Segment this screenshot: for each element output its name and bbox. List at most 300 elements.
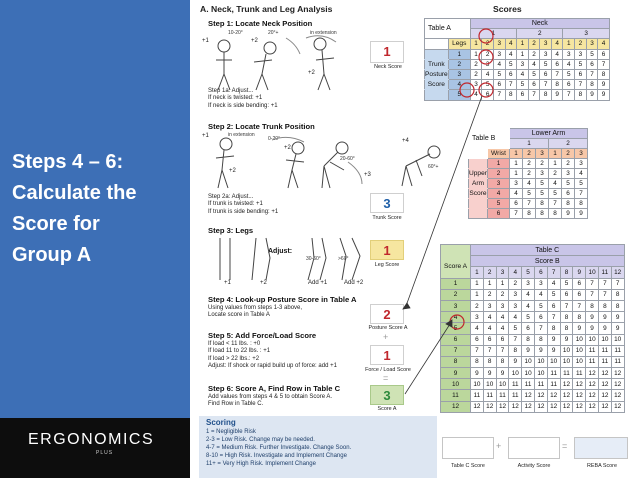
table-b-row-key: 3: [487, 179, 509, 189]
table-a-cell: 4: [482, 69, 494, 79]
table-a-cell: 9: [551, 90, 563, 100]
table-b-cell: 4: [574, 169, 587, 179]
leg-score-plus1: +1: [224, 280, 231, 286]
table-c-cell: 10: [471, 379, 484, 390]
step5-text: If load < 11 lbs. : +0 If load 11 to 22 lbs. : +1 If load > 22 lbs.: +2 Adjust: If shock or rapid build up of force: add +1: [208, 341, 337, 370]
table-a-cell: 3: [482, 59, 494, 69]
table-c-cell: 11: [547, 379, 560, 390]
logo-subtext: PLUS: [96, 450, 114, 456]
table-c-row-key: 12: [441, 401, 471, 412]
table-c-cell: 4: [534, 289, 547, 300]
table-c-cell: 11: [509, 379, 522, 390]
table-c-cell: 8: [483, 356, 496, 367]
table-c-cell: 2: [471, 300, 484, 311]
table-c-cell: 9: [522, 345, 535, 356]
table-c-score-b-cell: 7: [547, 267, 560, 278]
table-c-score-b-cell: 5: [522, 267, 535, 278]
table-b-cell: 8: [574, 199, 587, 209]
table-b-cell: 8: [522, 209, 535, 219]
table-b-cell: 2: [522, 159, 535, 169]
table-a-legs-cell: 4: [598, 39, 610, 49]
table-c-cell: 10: [586, 334, 599, 345]
table-b-cell: 9: [574, 209, 587, 219]
table-c-cell: 5: [534, 300, 547, 311]
table-c-cell: 8: [471, 356, 484, 367]
table-b-wrist-cell: 1: [509, 149, 522, 159]
table-c-cell: 8: [560, 323, 573, 334]
table-c-cell: 5: [547, 289, 560, 300]
table-a-cell: 2: [528, 49, 540, 59]
table-c-cell: 11: [483, 390, 496, 401]
table-a-legs-cell: 1: [563, 39, 575, 49]
trunk-score-label: Trunk Score: [372, 215, 402, 221]
trunk-score-plus2a: +2: [284, 145, 291, 151]
trunk-score-plus4: +4: [402, 138, 409, 144]
table-b-cell: 2: [522, 169, 535, 179]
table-a-cell: 4: [505, 49, 517, 59]
table-b-cell: 5: [561, 179, 574, 189]
table-a-title: Table A: [425, 19, 471, 39]
table-a-cell: 3: [575, 49, 587, 59]
highlight-overlay: [190, 0, 638, 478]
table-c-score-b-cell: 9: [573, 267, 586, 278]
score-a-box[interactable]: 3: [370, 385, 404, 405]
table-c-cell: 9: [611, 323, 624, 334]
step2-adjust: Step 2a: Adjust... If trunk is twisted: +1 If trunk is side bending: +1: [208, 194, 279, 215]
table-c-cell: 9: [598, 323, 611, 334]
table-c-cell: 9: [547, 334, 560, 345]
table-c-cell: 10: [496, 379, 509, 390]
table-c-score-b-cell: 8: [560, 267, 573, 278]
scoring-line-4: 8-10 = High Risk. Investigate and Implement Change: [206, 453, 347, 459]
table-c-cell: 12: [586, 390, 599, 401]
table-a-cell: 9: [598, 80, 610, 90]
table-c-cell: 10: [598, 334, 611, 345]
table-b-cell: 7: [509, 209, 522, 219]
trunk-angle-4: 60°+: [428, 164, 439, 170]
circle-cell-2: [479, 83, 493, 97]
table-c-cell: 4: [483, 323, 496, 334]
table-c-cell: 5: [509, 323, 522, 334]
table-a-row-key: 2: [448, 59, 470, 69]
table-a-legs-cell: 1: [470, 39, 482, 49]
table-a-cell: 3: [470, 80, 482, 90]
table-a-cell: 3: [563, 49, 575, 59]
table-a-cell: 5: [540, 59, 552, 69]
table-b-cell: 5: [548, 189, 561, 199]
table-c-cell: 11: [547, 368, 560, 379]
table-a-cell: 5: [505, 59, 517, 69]
table-c-cell: 7: [534, 323, 547, 334]
table-c-cell: 10: [573, 356, 586, 367]
table-c-cell: 6: [560, 289, 573, 300]
table-c-cell: 4: [509, 312, 522, 323]
table-c-row-key: 5: [441, 323, 471, 334]
table-c-cell: 10: [573, 334, 586, 345]
table-a-cell: 4: [551, 49, 563, 59]
table-c-row-key: 4: [441, 312, 471, 323]
table-c-cell: 7: [598, 278, 611, 289]
table-c-cell: 8: [573, 312, 586, 323]
table-a-cell: 1: [517, 49, 529, 59]
table-a-row-key-circled: 3: [448, 69, 470, 79]
table-a-cell: 8: [586, 80, 598, 90]
table-c-cell: 10: [522, 368, 535, 379]
table-c-cell: 1: [496, 278, 509, 289]
table-c-cell: 1: [483, 278, 496, 289]
table-b-cell: 5: [535, 179, 548, 189]
table-a-cell: 3: [517, 59, 529, 69]
table-c-cell: 4: [496, 323, 509, 334]
table-c-cell: 2: [496, 289, 509, 300]
table-c-score-b-cell: 12: [611, 267, 624, 278]
arrow-score-a-to-table-c: [405, 324, 450, 394]
circle-legs-1: [479, 50, 493, 64]
table-c-score-b-label: Score B: [471, 256, 625, 267]
table-c-row-key: 10: [441, 379, 471, 390]
reba-score-label: REBA Score: [587, 463, 617, 469]
scores-title: Scores: [493, 4, 522, 14]
table-c-score-box[interactable]: [442, 437, 494, 459]
table-c-cell: 4: [483, 312, 496, 323]
table-a-row-label-1: Trunk: [425, 59, 449, 69]
table-c-cell: 12: [573, 390, 586, 401]
table-c-cell: 12: [598, 390, 611, 401]
table-c-cell: 1: [471, 278, 484, 289]
table-b-cell: 2: [548, 169, 561, 179]
posture-score-a-label: Posture Score A: [368, 325, 408, 331]
table-a-legs-cell: 3: [493, 39, 505, 49]
table-a-cell: 8: [598, 69, 610, 79]
table-c-cell: 12: [573, 379, 586, 390]
reba-worksheet: [190, 0, 638, 478]
table-c-score-b-cell: 1: [471, 267, 484, 278]
table-c-cell: 3: [483, 300, 496, 311]
table-c-cell: 8: [547, 323, 560, 334]
table-b-cell: 5: [574, 179, 587, 189]
table-c-cell: 12: [496, 401, 509, 412]
table-a-cell: 7: [493, 90, 505, 100]
table-b-cell: 2: [535, 159, 548, 169]
section-title: A. Neck, Trunk and Leg Analysis: [200, 4, 333, 14]
table-c-cell: 11: [509, 390, 522, 401]
table-c-cell: 12: [534, 401, 547, 412]
table-c-cell: 10: [611, 334, 624, 345]
leg-score-label: Leg Score: [374, 262, 400, 268]
table-c-cell: 12: [598, 401, 611, 412]
table-a-legs-cell: 4: [551, 39, 563, 49]
table-a-row-label-2: Posture: [425, 71, 448, 79]
circle-neck-1: [479, 29, 493, 43]
table-c-cell: 4: [522, 300, 535, 311]
table-c-cell: 9: [573, 323, 586, 334]
step1-title: Step 1: Locate Neck Position: [208, 19, 313, 28]
table-b-row-label-1: Upper: [469, 170, 487, 177]
table-c-cell: 8: [522, 334, 535, 345]
table-c-score-b-cell: 10: [586, 267, 599, 278]
table-c-cell: 9: [560, 334, 573, 345]
table-c-cell: 7: [586, 278, 599, 289]
table-c-cell: 9: [611, 312, 624, 323]
posture-score-a-box[interactable]: 2: [370, 304, 404, 324]
legs-adjust-label: Adjust:: [268, 248, 293, 255]
table-b-cell: 3: [561, 169, 574, 179]
leg-add-2: Add +2: [344, 280, 364, 286]
table-b-lower-arm-1: 1: [509, 139, 548, 149]
trunk-score-plus3: +3: [364, 172, 371, 178]
slide-title: Steps 4 – 6: Calculate the Score for Group A: [12, 151, 137, 266]
table-c-cell: 6: [471, 334, 484, 345]
trunk-score-box[interactable]: 3: [370, 193, 404, 213]
table-c-cell: 6: [573, 278, 586, 289]
table-c-cell: 12: [611, 390, 624, 401]
neck-score-plus2b: +2: [308, 70, 315, 76]
table-a-cell: 5: [493, 69, 505, 79]
table-a-cell: 9: [598, 90, 610, 100]
table-c-cell: 7: [586, 289, 599, 300]
trunk-angle-2: 0-20°: [268, 136, 281, 142]
table-a-cell: 3: [493, 49, 505, 59]
table-b-wrist-cell: 2: [522, 149, 535, 159]
table-b-wrist-cell: 3: [535, 149, 548, 159]
table-b-cell: 1: [509, 159, 522, 169]
table-c-cell: 12: [560, 401, 573, 412]
reba-score-box[interactable]: [574, 437, 628, 459]
table-a-cell: 3: [540, 49, 552, 59]
table-a-cell: 6: [551, 59, 563, 69]
table-b-row-key: 5: [487, 199, 509, 209]
table-c-cell: 8: [496, 356, 509, 367]
table-c-cell: 9: [534, 345, 547, 356]
table-c-row-key: 9: [441, 368, 471, 379]
table-a-legs-label: Legs: [448, 39, 470, 49]
table-a-cell: 7: [540, 80, 552, 90]
table-c-cell: 11: [573, 368, 586, 379]
table-c-cell: 5: [522, 312, 535, 323]
table-a-cell: 6: [586, 59, 598, 69]
table-c-cell: 7: [547, 312, 560, 323]
table-b-row-key: 2: [487, 169, 509, 179]
trunk-score-plus2b: +2: [229, 168, 236, 174]
logo: ERGONOMICS: [28, 431, 155, 448]
table-c-cell: 7: [611, 278, 624, 289]
table-c-cell: 4: [547, 278, 560, 289]
table-a-cell: 2: [470, 59, 482, 69]
table-a-cell: 8: [540, 90, 552, 100]
table-c-cell: 6: [534, 312, 547, 323]
table-c-cell: 8: [509, 345, 522, 356]
table-c-cell: 3: [471, 312, 484, 323]
table-c-cell: 3: [509, 300, 522, 311]
table-b-cell: 8: [548, 209, 561, 219]
table-b-wrist-cell: 3: [574, 149, 587, 159]
table-c-cell: 12: [522, 390, 535, 401]
step5-title: Step 5: Add Force/Load Score: [208, 331, 317, 340]
arrow-head-posture: [403, 303, 410, 309]
table-c-cell: 9: [509, 356, 522, 367]
table-c-score-label: Table C Score: [451, 463, 485, 469]
table-b-wrist-label: Wrist: [487, 149, 509, 159]
table-c-cell: 4: [496, 312, 509, 323]
table-c-cell: 4: [471, 323, 484, 334]
table-c-cell: 9: [496, 368, 509, 379]
table-b-cell: 5: [535, 189, 548, 199]
neck-score-box[interactable]: 1: [370, 41, 404, 63]
table-a-cell: 7: [586, 69, 598, 79]
table-b-cell: 1: [509, 169, 522, 179]
table-a-neck-2: 2: [517, 29, 563, 39]
scoring-title: Scoring: [206, 418, 236, 427]
table-a-cell: 6: [563, 80, 575, 90]
trunk-score-plus1: +1: [202, 133, 209, 139]
table-c-cell: 8: [611, 300, 624, 311]
table-c-cell: 12: [573, 401, 586, 412]
neck-score-plus1: +1: [202, 38, 209, 44]
table-c-cell: 7: [573, 300, 586, 311]
table-c-cell: 11: [471, 390, 484, 401]
table-c-cell: 12: [611, 368, 624, 379]
table-c-cell: 6: [573, 289, 586, 300]
leg-score-plus2: +2: [260, 280, 267, 286]
table-c-score-a-label: Score A: [441, 245, 471, 279]
table-b-cell: 7: [548, 199, 561, 209]
table-c-cell: 12: [586, 368, 599, 379]
table-a-cell: 8: [505, 90, 517, 100]
table-c-cell: 1: [471, 289, 484, 300]
table-a-cell: 4: [563, 59, 575, 69]
neck-angle-1: 10-20°: [228, 30, 243, 36]
force-load-score-box[interactable]: 1: [370, 345, 404, 365]
circle-trunk-3: [460, 83, 474, 97]
table-a-cell: 8: [575, 90, 587, 100]
table-a-cell: 7: [505, 80, 517, 90]
table-c-score-b-cell: 4: [509, 267, 522, 278]
table-c-cell: 11: [598, 356, 611, 367]
table-a-legs-cell: 4: [505, 39, 517, 49]
table-b-row-label-2: Arm: [469, 179, 488, 189]
table-a-cell: 2: [482, 49, 494, 59]
table-c-score-b-cell: 11: [598, 267, 611, 278]
table-c-cell: 12: [611, 379, 624, 390]
table-c-cell: 10: [483, 379, 496, 390]
table-c-cell: 7: [560, 300, 573, 311]
table-c-cell: 3: [496, 300, 509, 311]
table-b-cell: 6: [561, 189, 574, 199]
table-b-cell: 2: [561, 159, 574, 169]
table-a-legs-cell: 2: [575, 39, 587, 49]
neck-score-plus2a: +2: [251, 38, 258, 44]
table-c-cell: 10: [534, 356, 547, 367]
table-c-cell: 11: [586, 356, 599, 367]
table-b-cell: 8: [535, 199, 548, 209]
table-c-cell: 3: [522, 278, 535, 289]
table-c-cell: 5: [560, 278, 573, 289]
table-c-cell: 9: [483, 368, 496, 379]
table-c-cell: 12: [483, 401, 496, 412]
table-c-title: Table C: [471, 245, 625, 256]
table-c-cell: 8: [560, 312, 573, 323]
table-c-cell: 6: [496, 334, 509, 345]
table-c-cell: 8: [611, 289, 624, 300]
table-c-cell: 6: [522, 323, 535, 334]
table-b-wrist-cell: 1: [548, 149, 561, 159]
table-b-lower-arm-2: 2: [548, 139, 587, 149]
trunk-angle-1: in extension: [228, 132, 255, 138]
table-a-cell: 5: [586, 49, 598, 59]
table-c-cell: 9: [471, 368, 484, 379]
table-a-cell: 7: [598, 59, 610, 69]
table-b-cell: 4: [522, 179, 535, 189]
table-c-cell: 12: [522, 401, 535, 412]
table-a-neck-3: 3: [563, 29, 609, 39]
table-b-cell: 3: [535, 169, 548, 179]
table-b-cell: 8: [561, 199, 574, 209]
force-load-score-label: Force / Load Score: [365, 367, 411, 373]
table-a-cell: 7: [563, 90, 575, 100]
table-a-cell: 6: [528, 80, 540, 90]
table-c-cell: 10: [547, 356, 560, 367]
table-c-cell: 10: [560, 356, 573, 367]
table-c-cell: 11: [598, 345, 611, 356]
table-a-cell: 7: [575, 80, 587, 90]
table-a-cell: 8: [551, 80, 563, 90]
table-c-cell: 10: [560, 345, 573, 356]
table-a-legs-cell: 1: [517, 39, 529, 49]
table-c-cell: 7: [496, 345, 509, 356]
table-a-cell: 9: [586, 90, 598, 100]
scoring-line-2: 2-3 = Low Risk. Change may be needed.: [206, 437, 315, 443]
table-b-cell: 5: [522, 189, 535, 199]
table-a-cell: 6: [493, 80, 505, 90]
table-a-cell: 4: [528, 59, 540, 69]
table-c-cell: 3: [534, 278, 547, 289]
table-c-row-key: 2: [441, 289, 471, 300]
scoring-line-1: 1 = Negligible Risk: [206, 429, 256, 435]
table-a-cell: 5: [517, 80, 529, 90]
activity-score-box[interactable]: [508, 437, 560, 459]
table-a-cell: 6: [505, 69, 517, 79]
step4-title: Step 4: Look-up Posture Score in Table A: [208, 295, 357, 304]
table-b-cell: 3: [574, 159, 587, 169]
table-b-row-key: 1: [487, 159, 509, 169]
table-b-cell: 7: [522, 199, 535, 209]
table-a-cell: 6: [540, 69, 552, 79]
table-c-cell: 11: [534, 379, 547, 390]
table-c-cell: 12: [611, 401, 624, 412]
table-c-score-b-cell: 3: [496, 267, 509, 278]
step1-adjust: Step 1a: Adjust... If neck is twisted: +1 If neck is side bending: +1: [208, 88, 278, 109]
table-b-cell: 4: [548, 179, 561, 189]
table-a-neck-1: 1: [470, 29, 516, 39]
table-c-cell: 12: [471, 401, 484, 412]
table-c-cell: 11: [611, 356, 624, 367]
trunk-angle-3: 20-60°: [340, 156, 355, 162]
table-a-cell: 6: [517, 90, 529, 100]
leg-score-box[interactable]: 1: [370, 240, 404, 260]
table-a-cell: 6: [598, 49, 610, 59]
table-c-cell: 12: [509, 401, 522, 412]
table-a-cell: 1: [470, 49, 482, 59]
leg-angle-1: 30-60°: [306, 256, 321, 262]
table-a-row-key: 1: [448, 49, 470, 59]
table-c-cell: 6: [547, 300, 560, 311]
table-a-row-key: 4: [448, 80, 470, 90]
table-c-cell: 10: [534, 368, 547, 379]
table-c-cell: 12: [560, 379, 573, 390]
table-b-wrist-cell: 2: [561, 149, 574, 159]
step2-title: Step 2: Locate Trunk Position: [208, 122, 315, 131]
table-a-cell: 6: [575, 69, 587, 79]
